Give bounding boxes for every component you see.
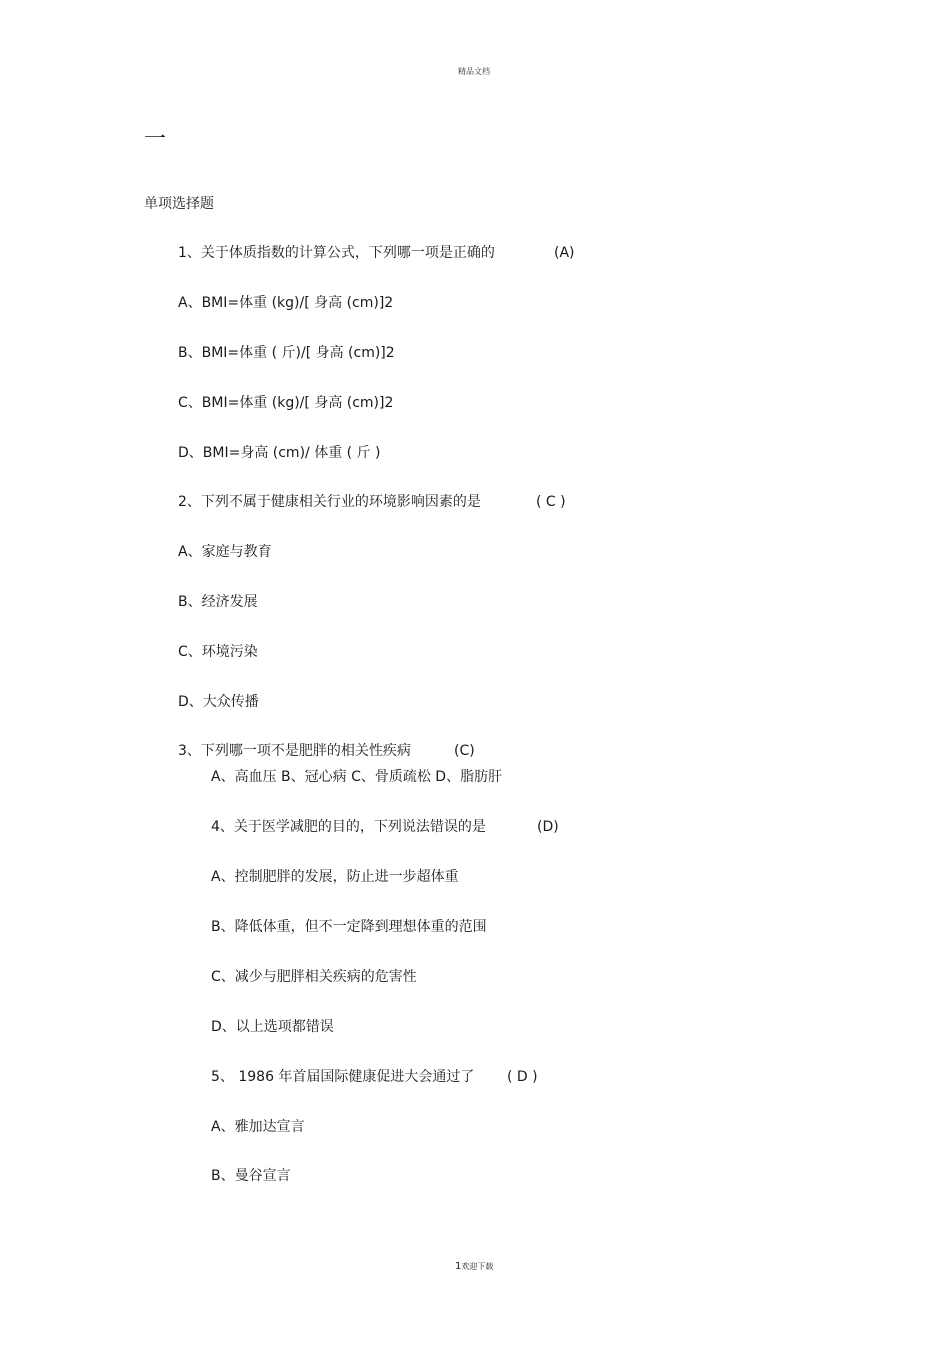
question-1-stem: 1、关于体质指数的计算公式，下列哪一项是正确的 — [178, 245, 495, 261]
question-1-option-d: D、BMI=身高 (cm)/ 体重 ( 斤 ) — [178, 445, 381, 461]
question-1-option-c: C、BMI=体重 (kg)/[ 身高 (cm)]2 — [178, 395, 394, 411]
question-1-option-b: B、BMI=体重 ( 斤)/[ 身高 (cm)]2 — [178, 345, 395, 361]
question-2-answer: ( C ) — [536, 494, 566, 510]
question-4-option-c: C、减少与肥胖相关疾病的危害性 — [211, 969, 417, 985]
question-2-option-a: A、家庭与教育 — [178, 544, 272, 560]
page-header: 精品文档 — [458, 67, 490, 76]
question-4-option-b: B、降低体重，但不一定降到理想体重的范围 — [211, 919, 487, 935]
section-title: 单项选择题 — [144, 196, 214, 212]
question-5-option-b: B、曼谷宣言 — [211, 1168, 291, 1184]
page-footer — [455, 1261, 493, 1273]
question-3-options: A、高血压 B、冠心病 C、骨质疏松 D、脂肪肝 — [211, 769, 503, 785]
question-4-answer: (D) — [537, 819, 559, 835]
question-2-option-b: B、经济发展 — [178, 594, 258, 610]
question-3-stem: 3、下列哪一项不是肥胖的相关性疾病 — [178, 743, 411, 759]
question-4-option-d: D、以上选项都错误 — [211, 1019, 334, 1035]
question-2-option-c: C、环境污染 — [178, 644, 258, 660]
question-2-option-d: D、大众传播 — [178, 694, 259, 710]
question-5-answer: ( D ) — [507, 1069, 538, 1085]
chapter-mark: 一 — [144, 127, 167, 152]
question-3-answer: (C) — [454, 743, 475, 759]
question-1-answer: (A) — [554, 245, 575, 261]
question-2-stem: 2、下列不属于健康相关行业的环境影响因素的是 — [178, 494, 481, 510]
question-1-option-a: A、BMI=体重 (kg)/[ 身高 (cm)]2 — [178, 295, 394, 311]
question-4-option-a: A、控制肥胖的发展，防止进一步超体重 — [211, 869, 459, 885]
footer-text: 欢迎下载 — [461, 1262, 494, 1271]
question-5-option-a: A、雅加达宣言 — [211, 1119, 305, 1135]
page-number: 1 — [455, 1261, 462, 1272]
question-4-stem: 4、关于医学减肥的目的，下列说法错误的是 — [211, 819, 486, 835]
question-5-stem: 5、 1986 年首届国际健康促进大会通过了 — [211, 1069, 475, 1085]
